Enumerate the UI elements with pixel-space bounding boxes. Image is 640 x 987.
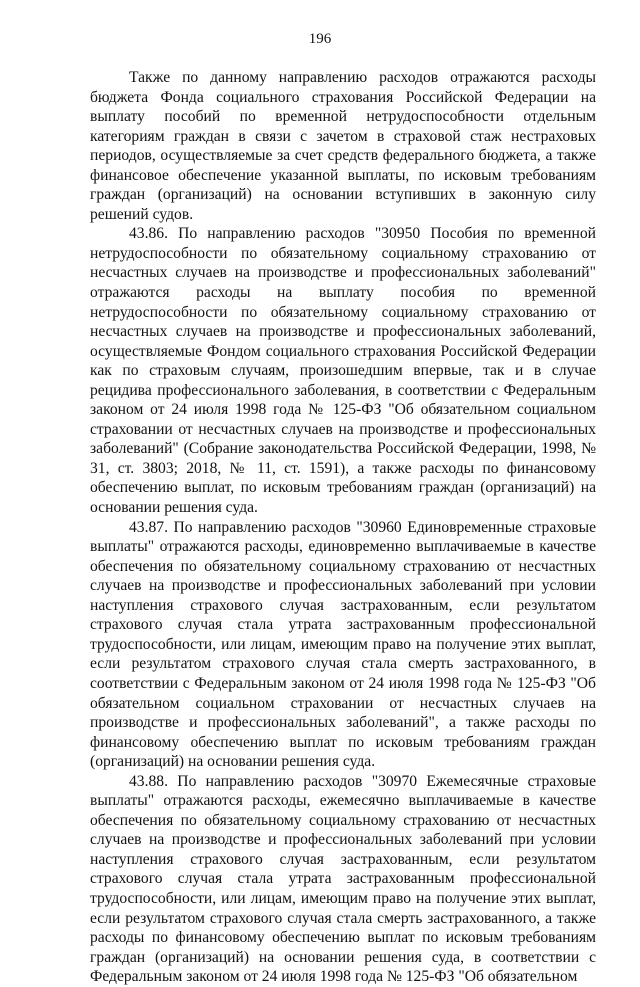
paragraph-43-88: 43.88. По направлению расходов "30970 Ежемесячные страховые выплаты" отражаются расходы, ежемесячно выплачиваемые в качестве обеспечения по обязательному социальному страхованию от несчастных случаев на производстве и профессиональных заболеваний при условии наступления страхового случая застрахованным, если результатом страхового случая стала утрата застрахованным профессиональной трудоспособности, или лицам, имеющим право на получение этих выплат, если результатом страхового случая стала смерть застрахованного, а также расходы по финансовому обеспечению выплат по исковым требованиям граждан (организаций) на основании решения суда, в соответствии с Федеральным законом от 24 июля 1998 года № 125-ФЗ "Об обязательном	[90, 772, 596, 986]
paragraph-43-87: 43.87. По направлению расходов "30960 Единовременные страховые выплаты" отражаются расходы, единовременно выплачиваемые в качестве обеспечения по обязательному социальному страхованию от несчастных случаев на производстве и профессиональных заболеваний при условии наступления страхового случая застрахованным, если результатом страхового случая стала утрата застрахованным профессиональной трудоспособности, или лицам, имеющим право на получение этих выплат, если результатом страхового случая стала смерть застрахованного, в соответствии с Федеральным законом от 24 июля 1998 года № 125-ФЗ "Об обязательном социальном страховании от несчастных случаев на производстве и профессиональных заболеваний", а также расходы по финансовому обеспечению выплат по исковым требованиям граждан (организаций) на основании решения суда.	[90, 518, 596, 771]
paragraph-intro: Также по данному направлению расходов отражаются расходы бюджета Фонда социального страхования Российской Федерации на выплату пособий по временной нетрудоспособности отдельным категориям граждан в связи с зачетом в страховой стаж нестраховых периодов, осуществляемые за счет средств федерального бюджета, а также финансовое обеспечение указанной выплаты, по исковым требованиям граждан (организаций) на основании вступивших в законную силу решений судов.	[90, 69, 596, 223]
document-body	[90, 68, 596, 987]
paragraph-43-86: 43.86. По направлению расходов "30950 Пособия по временной нетрудоспособности по обязательному социальному страхованию от несчастных случаев на производстве и профессиональных заболеваний" отражаются расходы на выплату пособия по временной нетрудоспособности по обязательному социальному страхованию от несчастных случаев на производстве и профессиональных заболеваний, осуществляемые Фондом социального страхования Российской Федерации как по страховым случаям, произошедшим впервые, так и в случае рецидива профессионального заболевания, в соответствии с Федеральным законом от 24 июля 1998 года № 125-ФЗ "Об обязательном социальном страховании от несчастных случаев на производстве и профессиональных заболеваний" (Собрание законодательства Российской Федерации, 1998, № 31, ст. 3803; 2018, № 11, ст. 1591), а также расходы по финансовому обеспечению выплат, по исковым требованиям граждан (организаций) на основании решения суда.	[90, 225, 596, 517]
page-number: 196	[308, 31, 332, 47]
